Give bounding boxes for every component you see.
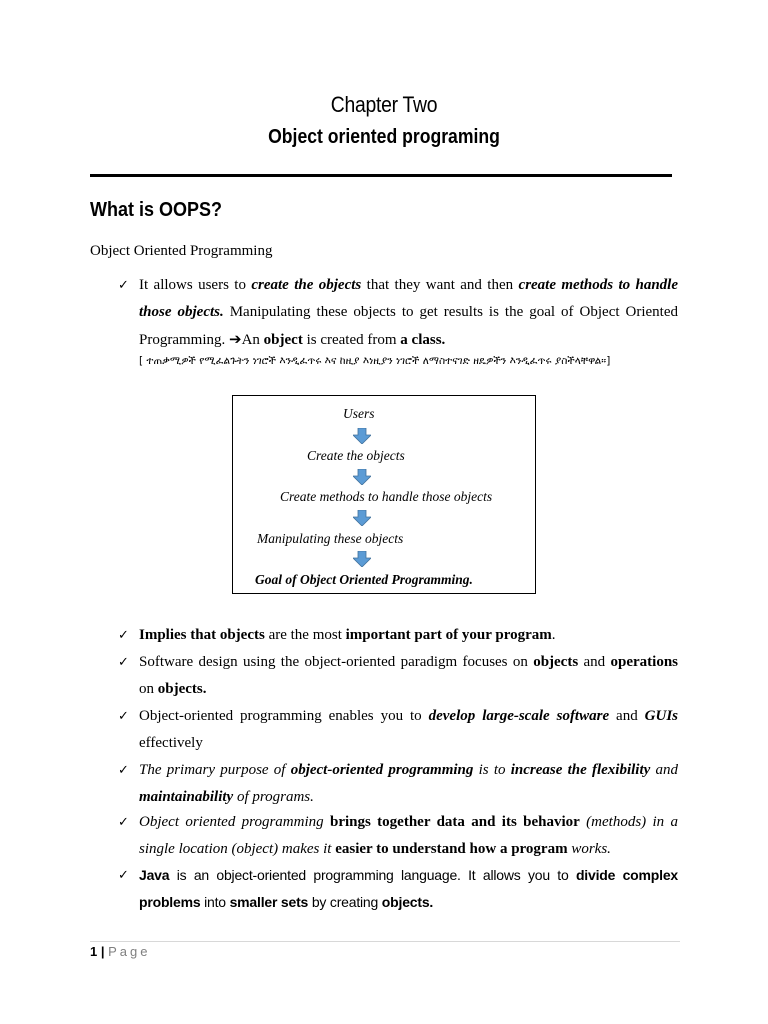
- down-arrow-icon: [353, 428, 371, 444]
- flow-step-manipulating: Manipulating these objects: [257, 531, 404, 546]
- bullet-item: [118, 703, 678, 757]
- checkmark-icon: ✓: [118, 815, 129, 830]
- emphasis: maintainability: [139, 789, 234, 805]
- chapter-title: Chapter Two: [330, 92, 438, 117]
- emphasis: GUIs: [644, 708, 678, 724]
- text-run: Software design using the object-oriented paradigm focuses on: [139, 654, 534, 670]
- emphasis: objects: [533, 654, 579, 670]
- checkmark-icon: ✓: [118, 763, 129, 778]
- page-separator: |: [97, 944, 109, 959]
- bullet-item: [118, 757, 678, 811]
- title-divider: [90, 174, 672, 177]
- text-run: are the most: [264, 627, 346, 643]
- checkmark-icon: ✓: [118, 278, 129, 293]
- text-run: effectively: [139, 735, 203, 751]
- amharic-note: [ ተጠቃሚዎች የሚፈልጉትን ነገሮች እንዲፈጥሩ እና ከዚያ እነዚያን ነገሮች ለማስተናገድ ዘዴዎችን እንዲፈጥሩ ያስችላቸዋል።]: [139, 355, 611, 367]
- text-run: Object-oriented programming enables you to: [139, 708, 429, 724]
- bullet-text: [139, 862, 678, 916]
- emphasis: objects.: [157, 681, 207, 697]
- text-run: works.: [567, 841, 611, 857]
- flow-step-create-methods: Create methods to handle those objects: [280, 489, 493, 504]
- text-run: that they want and then: [361, 277, 519, 293]
- text-run: It allows users to: [139, 277, 252, 293]
- emphasis: important part of your program: [345, 627, 552, 643]
- emphasis: develop large-scale software: [428, 708, 610, 724]
- emphasis: easier to understand how a program: [335, 841, 568, 857]
- bullet-item: [118, 862, 678, 916]
- flow-step-goal: Goal of Object Oriented Programming.: [255, 572, 473, 587]
- emphasis: operations: [610, 654, 678, 670]
- text-run: Object oriented programming: [139, 814, 330, 830]
- text-run: by creating: [308, 894, 382, 910]
- bullet-text: [139, 703, 678, 757]
- emphasis: object-oriented programming: [290, 762, 474, 778]
- text-run: (methods) in a single location (object) makes it: [139, 814, 679, 857]
- checkmark-icon: ✓: [118, 868, 129, 883]
- emphasis: Java: [139, 867, 170, 883]
- bullet-text: [139, 757, 678, 811]
- text-run: is an object-oriented programming language. It allows you to: [169, 867, 576, 883]
- text-run: into: [200, 894, 230, 910]
- bullet-item: [118, 622, 678, 649]
- text-run: The primary purpose of: [139, 762, 291, 778]
- page-footer: [90, 944, 150, 959]
- down-arrow-icon: [353, 510, 371, 526]
- arrow-icon: ➔: [229, 330, 242, 348]
- emphasis: brings together data and its behavior: [329, 814, 580, 830]
- checkmark-icon: ✓: [118, 709, 129, 724]
- emphasis: smaller sets: [229, 894, 309, 910]
- down-arrow-icon: [353, 469, 371, 485]
- bullet-item: [118, 809, 678, 863]
- emphasis: create methods to handle those objects.: [139, 277, 679, 320]
- text-run: is created from: [302, 332, 401, 348]
- bullet-item: [118, 272, 678, 354]
- flow-step-users: Users: [343, 406, 375, 421]
- emphasis: divide complex problems: [139, 867, 678, 910]
- text-run: and: [609, 708, 645, 724]
- emphasis: increase the flexibility: [510, 762, 651, 778]
- flow-diagram: [232, 395, 536, 594]
- text-run: of programs.: [233, 789, 314, 805]
- bullet-item: [118, 649, 678, 703]
- text-run: is to: [473, 762, 511, 778]
- flow-step-create-objects: Create the objects: [307, 448, 405, 463]
- emphasis: a class.: [400, 332, 446, 348]
- bullet-text: [139, 622, 678, 649]
- bullet-text: [139, 809, 678, 863]
- chapter-subtitle: Object oriented programing: [268, 126, 500, 148]
- emphasis: create the objects: [251, 277, 362, 293]
- bullet-text: [139, 272, 678, 354]
- down-arrow-icon: [353, 551, 371, 567]
- text-run: and: [650, 762, 679, 778]
- text-run: and: [578, 654, 611, 670]
- intro-text: Object Oriented Programming: [90, 243, 273, 259]
- section-heading: What is OOPS?: [90, 199, 223, 221]
- footer-divider: [90, 941, 680, 942]
- text-run: An: [241, 332, 264, 348]
- emphasis: objects.: [381, 894, 434, 910]
- checkmark-icon: ✓: [118, 655, 129, 670]
- page-label: Page: [108, 944, 151, 959]
- text-run: Manipulating these objects to get results is the goal of Object Oriented Programming.: [139, 304, 678, 348]
- text-run: on: [139, 681, 158, 697]
- emphasis: object: [263, 332, 303, 348]
- emphasis: Implies that objects: [139, 627, 265, 643]
- page-number: 1: [90, 944, 98, 959]
- checkmark-icon: ✓: [118, 628, 129, 643]
- bullet-text: [139, 649, 678, 703]
- text-run: .: [551, 627, 556, 643]
